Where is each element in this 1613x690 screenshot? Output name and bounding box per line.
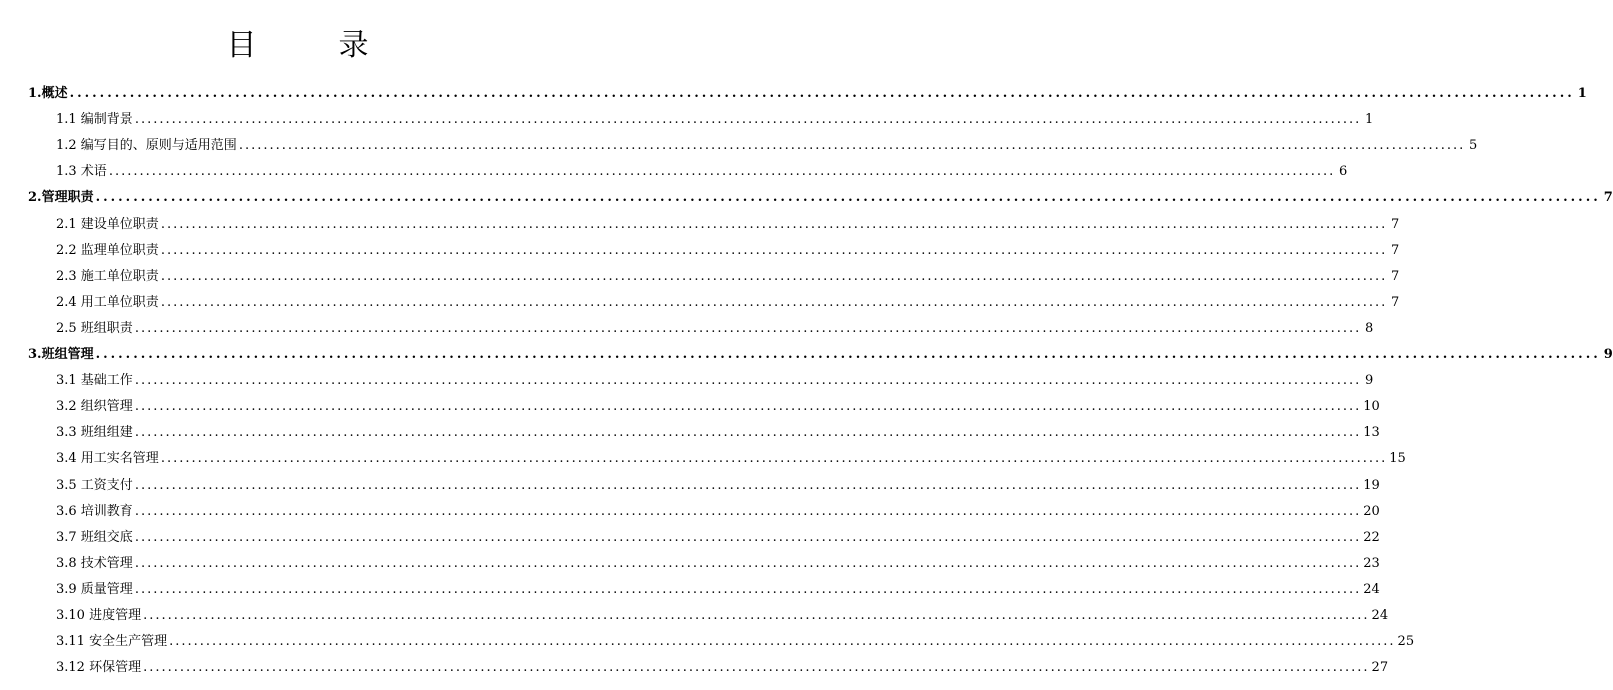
toc-page-number: 23 [1363,555,1380,571]
toc-title: 目 录 [226,28,395,63]
toc-chapter-row[interactable] [28,343,1613,367]
toc-section-row[interactable] [56,474,1380,498]
toc-entry-label: 1.1 编制背景 [56,112,133,128]
toc-entry-label: 3.9 质量管理 [56,581,133,597]
toc-section-row[interactable] [56,317,1374,341]
dot-leader: ........................................................................................................................................................................................................ [160,216,1388,232]
toc-section-row[interactable] [56,160,1348,184]
dot-leader: ........................................................................................................................................................................................................ [95,190,1601,206]
toc-entry-label: 2.5 班组职责 [56,320,133,336]
toc-entry-label: 3.12 环保管理 [56,660,142,676]
toc-entry-label: 1.概述 [28,86,68,101]
toc-entry-label: 3.7 班组交底 [56,529,133,545]
toc-section-row[interactable] [56,526,1380,550]
toc-section-row[interactable] [56,656,1389,680]
dot-leader: ........................................................................................................................................................................................................ [134,529,1362,545]
toc-entry-label: 3.班组管理 [28,347,94,362]
toc-entry-label: 2.管理职责 [28,190,94,206]
toc-page-number: 9 [1603,347,1613,362]
dot-leader: ........................................................................................................................................................................................................ [143,660,1370,676]
toc-page-number: 8 [1365,320,1374,336]
dot-leader: ........................................................................................................................................................................................................ [160,268,1388,284]
dot-leader: ........................................................................................................................................................................................................ [160,451,1388,467]
dot-leader: ........................................................................................................................................................................................................ [69,86,1575,101]
toc-entry-label: 1.3 术语 [56,164,107,180]
dot-leader: ........................................................................................................................................................................................................ [134,581,1362,597]
toc-entry-label: 1.2 编写目的、原则与适用范围 [56,138,237,154]
dot-leader: ........................................................................................................................................................................................................ [169,634,1396,650]
toc-section-row[interactable] [56,604,1389,628]
toc-page-number: 25 [1397,634,1415,650]
toc-section-row[interactable] [56,578,1380,602]
toc-section-row[interactable] [56,630,1415,654]
toc-page-number: 10 [1363,399,1380,415]
toc-page-number: 1 [1577,86,1587,101]
toc-page-number: 7 [1391,268,1400,284]
dot-leader: ........................................................................................................................................................................................................ [160,242,1388,258]
toc-entry-label: 2.3 施工单位职责 [56,268,159,284]
toc-section-row[interactable] [56,369,1374,393]
dot-leader: ........................................................................................................................................................................................................ [95,347,1601,362]
toc-section-row[interactable] [56,552,1380,576]
toc-entry-label: 3.3 班组组建 [56,425,133,441]
toc-page-number: 7 [1391,216,1400,232]
toc-entry-label: 2.1 建设单位职责 [56,216,159,232]
dot-leader: ........................................................................................................................................................................................................ [134,503,1362,519]
toc-section-row[interactable] [56,500,1380,524]
dot-leader: ........................................................................................................................................................................................................ [134,373,1362,389]
toc-section-row[interactable] [56,239,1400,263]
toc-page-number: 20 [1363,503,1380,519]
dot-leader: ........................................................................................................................................................................................................ [160,294,1388,310]
dot-leader: ........................................................................................................................................................................................................ [238,138,1466,154]
toc-section-row[interactable] [56,421,1380,445]
toc-entry-label: 3.1 基础工作 [56,373,133,389]
toc-chapter-row[interactable] [28,82,1587,106]
toc-entry-label: 3.5 工资支付 [56,477,133,493]
toc-page-number: 13 [1363,425,1380,441]
toc-entry-label: 2.4 用工单位职责 [56,294,159,310]
toc-page-number: 5 [1469,138,1478,154]
toc-page-number: 9 [1365,373,1374,389]
dot-leader: ........................................................................................................................................................................................................ [134,112,1362,128]
toc-section-row[interactable] [56,265,1400,289]
dot-leader: ........................................................................................................................................................................................................ [134,399,1362,415]
toc-page-number: 6 [1339,164,1348,180]
toc-entry-label: 3.10 进度管理 [56,608,142,623]
toc-entry-label: 3.2 组织管理 [56,399,133,415]
toc-section-row[interactable] [56,447,1406,471]
toc-section-row[interactable] [56,108,1374,132]
dot-leader: ........................................................................................................................................................................................................ [134,425,1362,441]
toc-page-number: 1 [1365,112,1374,128]
dot-leader: ........................................................................................................................................................................................................ [134,320,1362,336]
toc-section-row[interactable] [56,134,1478,158]
dot-leader: ........................................................................................................................................................................................................ [143,608,1370,623]
dot-leader: ........................................................................................................................................................................................................ [134,477,1362,493]
toc-page-number: 7 [1603,190,1613,206]
toc-entry-label: 3.6 培训教育 [56,503,133,519]
toc-section-row[interactable] [56,395,1380,419]
toc-page-number: 24 [1363,581,1380,597]
toc-chapter-row[interactable] [28,186,1613,210]
toc-entry-label: 3.4 用工实名管理 [56,451,159,467]
toc-page-number: 27 [1371,660,1389,676]
toc-section-row[interactable] [56,213,1400,237]
toc-page-number: 19 [1363,477,1380,493]
toc-entry-label: 2.2 监理单位职责 [56,242,159,258]
toc-page-number: 7 [1391,294,1400,310]
dot-leader: ........................................................................................................................................................................................................ [134,555,1362,571]
toc-page-number: 24 [1371,608,1389,623]
toc-page-number: 15 [1389,451,1406,467]
toc-section-row[interactable] [56,291,1400,315]
toc-entry-label: 3.8 技术管理 [56,555,133,571]
toc-page-number: 22 [1363,529,1380,545]
toc-page-number: 7 [1391,242,1400,258]
toc-entry-label: 3.11 安全生产管理 [56,634,168,650]
dot-leader: ........................................................................................................................................................................................................ [108,164,1336,180]
